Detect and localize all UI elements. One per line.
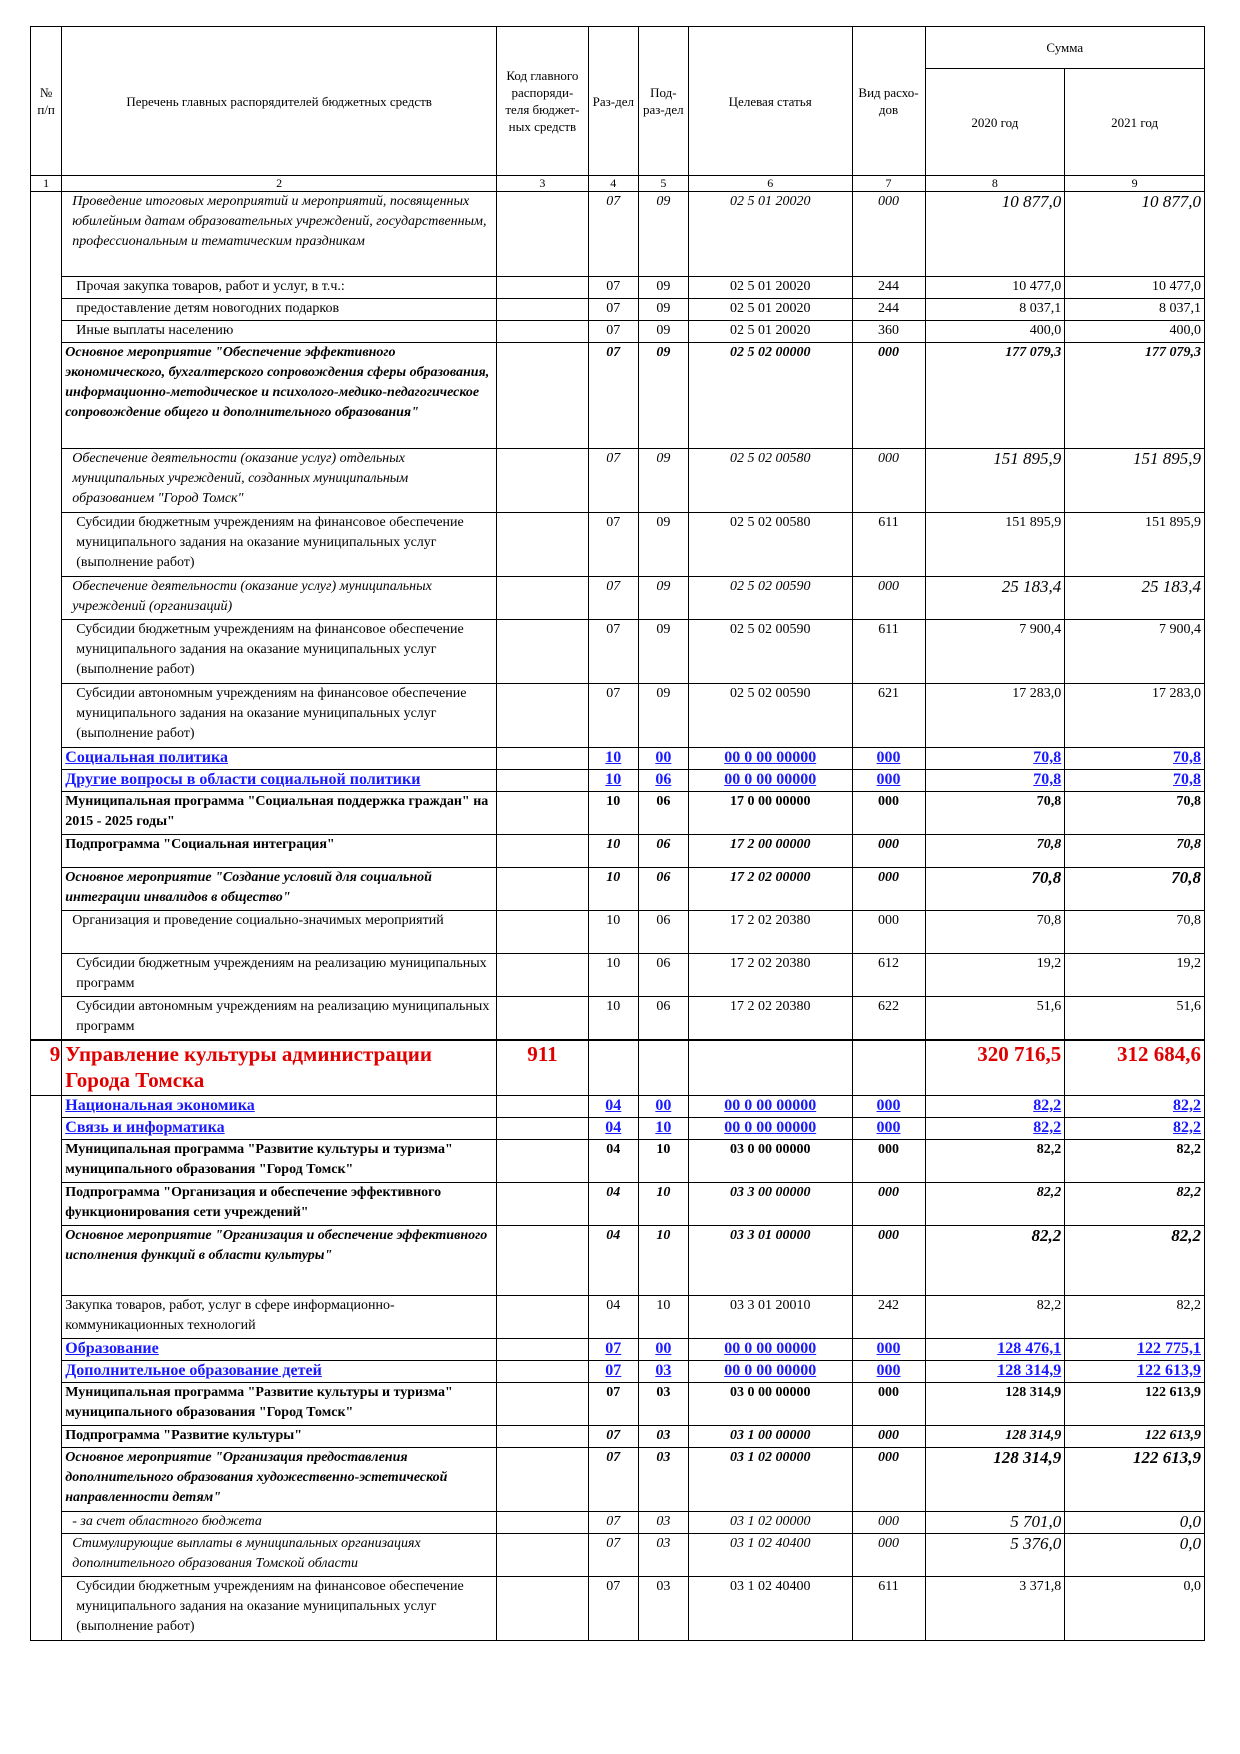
header-col-no: № п/п bbox=[31, 27, 62, 176]
row-target: 00 0 00 00000 bbox=[688, 770, 852, 792]
row-vid: 244 bbox=[852, 299, 925, 321]
row-sum-2020: 128 314,9 bbox=[925, 1448, 1065, 1512]
row-podrazdel: 03 bbox=[638, 1361, 688, 1383]
row-vid: 621 bbox=[852, 684, 925, 748]
table-row bbox=[31, 1426, 1205, 1448]
row-sum-2021: 151 895,9 bbox=[1065, 449, 1205, 513]
row-razdel: 10 bbox=[588, 954, 638, 997]
row-vid: 000 bbox=[852, 1226, 925, 1296]
header-col-list: Перечень главных распорядителей бюджетных средств bbox=[62, 27, 497, 176]
table-row bbox=[31, 513, 1205, 577]
row-target: 00 0 00 00000 bbox=[688, 748, 852, 770]
row-target: 00 0 00 00000 bbox=[688, 1096, 852, 1118]
row-sum-2020: 128 314,9 bbox=[925, 1361, 1065, 1383]
row-target: 17 2 02 20380 bbox=[688, 911, 852, 954]
row-name: Субсидии бюджетным учреждениям на финансовое обеспечение муниципального задания на оказание муниципальных услуг (выполнение работ) bbox=[62, 513, 497, 577]
row-sum-2020: 151 895,9 bbox=[925, 449, 1065, 513]
row-vid: 611 bbox=[852, 1577, 925, 1641]
row-vid: 242 bbox=[852, 1296, 925, 1339]
table-row bbox=[31, 684, 1205, 748]
table-row bbox=[31, 997, 1205, 1040]
row-vid: 000 bbox=[852, 1448, 925, 1512]
column-number: 2 bbox=[62, 176, 497, 192]
row-sum-2021: 0,0 bbox=[1065, 1577, 1205, 1641]
table-row bbox=[31, 1383, 1205, 1426]
row-razdel: 10 bbox=[588, 997, 638, 1040]
row-sum-2021: 400,0 bbox=[1065, 321, 1205, 343]
table-row bbox=[31, 1448, 1205, 1512]
row-sum-2021: 70,8 bbox=[1065, 770, 1205, 792]
row-podrazdel: 06 bbox=[638, 868, 688, 911]
row-name: - за счет областного бюджета bbox=[62, 1512, 497, 1534]
row-sum-2021: 10 877,0 bbox=[1065, 192, 1205, 277]
header-col-code: Код главного распоряди-теля бюджет-ных средств bbox=[497, 27, 589, 176]
row-name: Подпрограмма "Развитие культуры" bbox=[62, 1426, 497, 1448]
row-sum-2021: 82,2 bbox=[1065, 1183, 1205, 1226]
row-target: 02 5 02 00580 bbox=[688, 513, 852, 577]
row-vid: 000 bbox=[852, 192, 925, 277]
row-razdel: 04 bbox=[588, 1183, 638, 1226]
row-vid: 000 bbox=[852, 868, 925, 911]
row-razdel: 10 bbox=[588, 792, 638, 835]
row-sum-2020: 19,2 bbox=[925, 954, 1065, 997]
row-name: Закупка товаров, работ, услуг в сфере информационно-коммуникационных технологий bbox=[62, 1296, 497, 1339]
row-target: 03 1 02 00000 bbox=[688, 1512, 852, 1534]
row-target: 03 3 01 20010 bbox=[688, 1296, 852, 1339]
row-sum-2020: 3 371,8 bbox=[925, 1577, 1065, 1641]
table-row bbox=[31, 792, 1205, 835]
row-vid: 612 bbox=[852, 954, 925, 997]
table-row bbox=[31, 1512, 1205, 1534]
row-sum-2020: 17 283,0 bbox=[925, 684, 1065, 748]
row-sum-2021: 82,2 bbox=[1065, 1140, 1205, 1183]
table-row bbox=[31, 1339, 1205, 1361]
row-podrazdel: 09 bbox=[638, 577, 688, 620]
row-razdel: 04 bbox=[588, 1096, 638, 1118]
row-podrazdel: 09 bbox=[638, 684, 688, 748]
row-sum-2021: 82,2 bbox=[1065, 1096, 1205, 1118]
row-sum-2021: 312 684,6 bbox=[1065, 1040, 1205, 1096]
row-name: предоставление детям новогодних подарков bbox=[62, 299, 497, 321]
row-podrazdel: 00 bbox=[638, 1339, 688, 1361]
row-vid: 000 bbox=[852, 1118, 925, 1140]
row-sum-2021: 51,6 bbox=[1065, 997, 1205, 1040]
row-sum-2021: 70,8 bbox=[1065, 792, 1205, 835]
row-vid: 000 bbox=[852, 1383, 925, 1426]
row-sum-2021: 82,2 bbox=[1065, 1118, 1205, 1140]
table-row bbox=[31, 321, 1205, 343]
table-row bbox=[31, 620, 1205, 684]
row-sum-2020: 400,0 bbox=[925, 321, 1065, 343]
column-number: 7 bbox=[852, 176, 925, 192]
row-razdel: 07 bbox=[588, 192, 638, 277]
row-name: Другие вопросы в области социальной политики bbox=[62, 770, 497, 792]
row-target: 02 5 01 20020 bbox=[688, 321, 852, 343]
row-vid: 000 bbox=[852, 1183, 925, 1226]
row-name: Проведение итоговых мероприятий и мероприятий, посвященных юбилейным датам образовательных учреждений, государственным, профессиональным и тематическим праздникам bbox=[62, 192, 497, 277]
row-podrazdel: 06 bbox=[638, 997, 688, 1040]
row-sum-2021: 122 613,9 bbox=[1065, 1426, 1205, 1448]
row-sum-2020: 177 079,3 bbox=[925, 343, 1065, 449]
row-vid: 611 bbox=[852, 620, 925, 684]
row-sum-2020: 128 314,9 bbox=[925, 1383, 1065, 1426]
row-razdel: 07 bbox=[588, 1339, 638, 1361]
row-sum-2020: 5 701,0 bbox=[925, 1512, 1065, 1534]
row-sum-2021: 177 079,3 bbox=[1065, 343, 1205, 449]
row-code: 911 bbox=[497, 1040, 589, 1096]
row-sum-2021: 0,0 bbox=[1065, 1534, 1205, 1577]
header-col-vid: Вид расхо-дов bbox=[852, 27, 925, 176]
row-name: Обеспечение деятельности (оказание услуг) муниципальных учреждений (организаций) bbox=[62, 577, 497, 620]
row-vid: 244 bbox=[852, 277, 925, 299]
row-razdel: 07 bbox=[588, 620, 638, 684]
row-target: 03 1 02 40400 bbox=[688, 1577, 852, 1641]
row-name: Образование bbox=[62, 1339, 497, 1361]
row-sum-2020: 25 183,4 bbox=[925, 577, 1065, 620]
row-razdel: 04 bbox=[588, 1118, 638, 1140]
row-sum-2020: 5 376,0 bbox=[925, 1534, 1065, 1577]
row-target: 02 5 01 20020 bbox=[688, 192, 852, 277]
header-row bbox=[31, 27, 1205, 69]
table-row bbox=[31, 343, 1205, 449]
header-col-2020: 2020 год bbox=[925, 69, 1065, 176]
row-target: 03 3 01 00000 bbox=[688, 1226, 852, 1296]
row-razdel: 07 bbox=[588, 684, 638, 748]
row-podrazdel: 00 bbox=[638, 1096, 688, 1118]
row-target: 02 5 02 00000 bbox=[688, 343, 852, 449]
row-name: Основное мероприятие "Организация предоставления дополнительного образования художественно-эстетической направленности детям" bbox=[62, 1448, 497, 1512]
row-target: 03 0 00 00000 bbox=[688, 1140, 852, 1183]
row-name: Дополнительное образование детей bbox=[62, 1361, 497, 1383]
row-target: 17 2 00 00000 bbox=[688, 835, 852, 868]
table-row bbox=[31, 1226, 1205, 1296]
row-sum-2020: 51,6 bbox=[925, 997, 1065, 1040]
row-vid: 000 bbox=[852, 1140, 925, 1183]
row-razdel: 10 bbox=[588, 748, 638, 770]
table-row bbox=[31, 1140, 1205, 1183]
row-podrazdel: 09 bbox=[638, 192, 688, 277]
table-row bbox=[31, 954, 1205, 997]
row-podrazdel: 03 bbox=[638, 1577, 688, 1641]
row-sum-2020: 70,8 bbox=[925, 770, 1065, 792]
row-podrazdel: 09 bbox=[638, 513, 688, 577]
row-razdel: 07 bbox=[588, 1512, 638, 1534]
row-name: Основное мероприятие "Создание условий для социальной интеграции инвалидов в общество" bbox=[62, 868, 497, 911]
row-sum-2020: 8 037,1 bbox=[925, 299, 1065, 321]
row-sum-2020: 70,8 bbox=[925, 835, 1065, 868]
row-name: Стимулирующие выплаты в муниципальных организациях дополнительного образования Томской области bbox=[62, 1534, 497, 1577]
row-sum-2021: 7 900,4 bbox=[1065, 620, 1205, 684]
column-number: 3 bbox=[497, 176, 589, 192]
row-vid: 000 bbox=[852, 1339, 925, 1361]
row-razdel: 07 bbox=[588, 1577, 638, 1641]
row-razdel: 07 bbox=[588, 277, 638, 299]
column-number: 6 bbox=[688, 176, 852, 192]
row-name: Подпрограмма "Социальная интеграция" bbox=[62, 835, 497, 868]
row-sum-2020: 70,8 bbox=[925, 792, 1065, 835]
row-target: 02 5 02 00590 bbox=[688, 684, 852, 748]
row-vid: 000 bbox=[852, 748, 925, 770]
row-sum-2021: 122 775,1 bbox=[1065, 1339, 1205, 1361]
row-razdel: 07 bbox=[588, 321, 638, 343]
row-razdel: 04 bbox=[588, 1226, 638, 1296]
row-podrazdel: 03 bbox=[638, 1448, 688, 1512]
row-razdel: 07 bbox=[588, 1448, 638, 1512]
row-name: Основное мероприятие "Обеспечение эффективного экономического, бухгалтерского сопровождения сферы образования, информационно-методическое и психолого-медико-педагогическое сопровождение общего и дополнительного образования" bbox=[62, 343, 497, 449]
row-razdel: 07 bbox=[588, 1361, 638, 1383]
row-podrazdel: 09 bbox=[638, 449, 688, 513]
row-podrazdel: 03 bbox=[638, 1512, 688, 1534]
row-razdel: 07 bbox=[588, 1534, 638, 1577]
table-row bbox=[31, 1577, 1205, 1641]
row-podrazdel: 06 bbox=[638, 911, 688, 954]
row-podrazdel: 03 bbox=[638, 1383, 688, 1426]
row-name: Субсидии бюджетным учреждениям на реализацию муниципальных программ bbox=[62, 954, 497, 997]
table-row bbox=[31, 1096, 1205, 1118]
row-razdel: 10 bbox=[588, 770, 638, 792]
row-podrazdel: 10 bbox=[638, 1140, 688, 1183]
row-sum-2021: 0,0 bbox=[1065, 1512, 1205, 1534]
table-row bbox=[31, 1296, 1205, 1339]
row-vid: 000 bbox=[852, 343, 925, 449]
row-target: 17 0 00 00000 bbox=[688, 792, 852, 835]
header-col-razdel: Раз-дел bbox=[588, 27, 638, 176]
column-number: 1 bbox=[31, 176, 62, 192]
row-name: Иные выплаты населению bbox=[62, 321, 497, 343]
row-name: Муниципальная программа "Развитие культуры и туризма" муниципального образования "Город Томск" bbox=[62, 1383, 497, 1426]
row-vid: 000 bbox=[852, 1512, 925, 1534]
row-name: Муниципальная программа "Развитие культуры и туризма" муниципального образования "Город Томск" bbox=[62, 1140, 497, 1183]
row-podrazdel: 06 bbox=[638, 792, 688, 835]
row-target: 02 5 02 00580 bbox=[688, 449, 852, 513]
row-name: Обеспечение деятельности (оказание услуг) отдельных муниципальных учреждений, созданных муниципальным образованием "Город Томск" bbox=[62, 449, 497, 513]
table-row bbox=[31, 192, 1205, 277]
row-sum-2020: 320 716,5 bbox=[925, 1040, 1065, 1096]
header-col-sum: Сумма bbox=[925, 27, 1205, 69]
row-number: 9 bbox=[31, 1040, 62, 1096]
row-target: 17 2 02 00000 bbox=[688, 868, 852, 911]
row-name: Субсидии бюджетным учреждениям на финансовое обеспечение муниципального задания на оказание муниципальных услуг (выполнение работ) bbox=[62, 620, 497, 684]
row-podrazdel: 06 bbox=[638, 954, 688, 997]
row-vid: 000 bbox=[852, 835, 925, 868]
row-podrazdel: 00 bbox=[638, 748, 688, 770]
row-name: Прочая закупка товаров, работ и услуг, в т.ч.: bbox=[62, 277, 497, 299]
row-sum-2020: 7 900,4 bbox=[925, 620, 1065, 684]
row-vid: 622 bbox=[852, 997, 925, 1040]
column-number: 4 bbox=[588, 176, 638, 192]
table-row bbox=[31, 868, 1205, 911]
row-vid: 000 bbox=[852, 1426, 925, 1448]
row-sum-2021: 8 037,1 bbox=[1065, 299, 1205, 321]
budget-table bbox=[30, 26, 1205, 1641]
row-vid: 000 bbox=[852, 577, 925, 620]
row-podrazdel: 10 bbox=[638, 1296, 688, 1339]
row-sum-2021: 70,8 bbox=[1065, 911, 1205, 954]
row-razdel: 04 bbox=[588, 1296, 638, 1339]
row-target: 03 0 00 00000 bbox=[688, 1383, 852, 1426]
row-vid: 000 bbox=[852, 1361, 925, 1383]
row-target: 00 0 00 00000 bbox=[688, 1118, 852, 1140]
row-sum-2020: 151 895,9 bbox=[925, 513, 1065, 577]
row-sum-2021: 25 183,4 bbox=[1065, 577, 1205, 620]
row-vid: 000 bbox=[852, 792, 925, 835]
row-name: Организация и проведение социально-значимых мероприятий bbox=[62, 911, 497, 954]
table-row bbox=[31, 577, 1205, 620]
row-target: 03 1 02 00000 bbox=[688, 1448, 852, 1512]
row-target: 00 0 00 00000 bbox=[688, 1361, 852, 1383]
row-name: Основное мероприятие "Организация и обеспечение эффективного исполнения функций в области культуры" bbox=[62, 1226, 497, 1296]
row-podrazdel: 03 bbox=[638, 1534, 688, 1577]
row-razdel: 07 bbox=[588, 577, 638, 620]
row-podrazdel: 06 bbox=[638, 770, 688, 792]
row-podrazdel: 09 bbox=[638, 343, 688, 449]
column-number: 5 bbox=[638, 176, 688, 192]
header-col-2021: 2021 год bbox=[1065, 69, 1205, 176]
row-name: Социальная политика bbox=[62, 748, 497, 770]
table-row bbox=[31, 299, 1205, 321]
row-target: 03 1 02 40400 bbox=[688, 1534, 852, 1577]
row-vid: 000 bbox=[852, 1096, 925, 1118]
row-sum-2021: 70,8 bbox=[1065, 868, 1205, 911]
row-sum-2021: 122 613,9 bbox=[1065, 1383, 1205, 1426]
row-name: Управление культуры администрации Города Томска bbox=[62, 1040, 497, 1096]
row-vid: 000 bbox=[852, 770, 925, 792]
row-target: 03 3 00 00000 bbox=[688, 1183, 852, 1226]
row-target: 02 5 02 00590 bbox=[688, 620, 852, 684]
row-sum-2020: 82,2 bbox=[925, 1183, 1065, 1226]
row-sum-2020: 82,2 bbox=[925, 1226, 1065, 1296]
row-podrazdel: 09 bbox=[638, 277, 688, 299]
row-podrazdel: 10 bbox=[638, 1183, 688, 1226]
row-sum-2020: 128 314,9 bbox=[925, 1426, 1065, 1448]
row-target: 17 2 02 20380 bbox=[688, 954, 852, 997]
row-sum-2020: 70,8 bbox=[925, 748, 1065, 770]
table-row bbox=[31, 770, 1205, 792]
row-razdel: 07 bbox=[588, 449, 638, 513]
table-row bbox=[31, 1361, 1205, 1383]
row-podrazdel: 09 bbox=[638, 299, 688, 321]
row-target: 02 5 02 00590 bbox=[688, 577, 852, 620]
row-podrazdel: 03 bbox=[638, 1426, 688, 1448]
table-row bbox=[31, 1118, 1205, 1140]
row-sum-2021: 151 895,9 bbox=[1065, 513, 1205, 577]
row-sum-2021: 70,8 bbox=[1065, 748, 1205, 770]
row-sum-2021: 122 613,9 bbox=[1065, 1448, 1205, 1512]
row-podrazdel: 06 bbox=[638, 835, 688, 868]
row-sum-2020: 128 476,1 bbox=[925, 1339, 1065, 1361]
row-target: 17 2 02 20380 bbox=[688, 997, 852, 1040]
row-name: Национальная экономика bbox=[62, 1096, 497, 1118]
row-podrazdel: 09 bbox=[638, 321, 688, 343]
row-vid: 000 bbox=[852, 911, 925, 954]
row-target: 00 0 00 00000 bbox=[688, 1339, 852, 1361]
row-razdel: 10 bbox=[588, 868, 638, 911]
table-row bbox=[31, 1183, 1205, 1226]
row-sum-2020: 82,2 bbox=[925, 1096, 1065, 1118]
section-row bbox=[31, 1040, 1205, 1096]
row-name: Субсидии автономным учреждениям на финансовое обеспечение муниципального задания на оказание муниципальных услуг (выполнение работ) bbox=[62, 684, 497, 748]
table-row bbox=[31, 748, 1205, 770]
row-sum-2021: 70,8 bbox=[1065, 835, 1205, 868]
row-razdel: 07 bbox=[588, 299, 638, 321]
row-sum-2021: 122 613,9 bbox=[1065, 1361, 1205, 1383]
row-sum-2020: 82,2 bbox=[925, 1118, 1065, 1140]
row-vid: 611 bbox=[852, 513, 925, 577]
row-razdel: 07 bbox=[588, 343, 638, 449]
row-name: Субсидии автономным учреждениям на реализацию муниципальных программ bbox=[62, 997, 497, 1040]
row-sum-2020: 70,8 bbox=[925, 911, 1065, 954]
row-podrazdel: 10 bbox=[638, 1226, 688, 1296]
row-sum-2021: 10 477,0 bbox=[1065, 277, 1205, 299]
row-name: Подпрограмма "Организация и обеспечение эффективного функционирования сети учреждений" bbox=[62, 1183, 497, 1226]
table-row bbox=[31, 911, 1205, 954]
row-vid: 360 bbox=[852, 321, 925, 343]
row-name: Связь и информатика bbox=[62, 1118, 497, 1140]
row-sum-2021: 82,2 bbox=[1065, 1226, 1205, 1296]
table-row bbox=[31, 835, 1205, 868]
column-number: 8 bbox=[925, 176, 1065, 192]
row-podrazdel: 09 bbox=[638, 620, 688, 684]
row-razdel: 07 bbox=[588, 1426, 638, 1448]
header-col-target: Целевая статья bbox=[688, 27, 852, 176]
row-razdel: 04 bbox=[588, 1140, 638, 1183]
row-name: Муниципальная программа "Социальная поддержка граждан" на 2015 - 2025 годы" bbox=[62, 792, 497, 835]
row-razdel: 07 bbox=[588, 513, 638, 577]
row-sum-2020: 82,2 bbox=[925, 1140, 1065, 1183]
row-sum-2020: 82,2 bbox=[925, 1296, 1065, 1339]
column-number: 9 bbox=[1065, 176, 1205, 192]
row-target: 02 5 01 20020 bbox=[688, 277, 852, 299]
row-target: 02 5 01 20020 bbox=[688, 299, 852, 321]
row-razdel: 10 bbox=[588, 911, 638, 954]
row-sum-2020: 10 477,0 bbox=[925, 277, 1065, 299]
row-vid: 000 bbox=[852, 1534, 925, 1577]
row-target: 03 1 00 00000 bbox=[688, 1426, 852, 1448]
row-vid: 000 bbox=[852, 449, 925, 513]
table-row bbox=[31, 1534, 1205, 1577]
row-sum-2021: 19,2 bbox=[1065, 954, 1205, 997]
row-sum-2021: 82,2 bbox=[1065, 1296, 1205, 1339]
row-sum-2021: 17 283,0 bbox=[1065, 684, 1205, 748]
row-razdel: 10 bbox=[588, 835, 638, 868]
row-razdel: 07 bbox=[588, 1383, 638, 1426]
header-col-podrazdel: Под-раз-дел bbox=[638, 27, 688, 176]
row-sum-2020: 10 877,0 bbox=[925, 192, 1065, 277]
row-sum-2020: 70,8 bbox=[925, 868, 1065, 911]
table-row bbox=[31, 277, 1205, 299]
row-name: Субсидии бюджетным учреждениям на финансовое обеспечение муниципального задания на оказание муниципальных услуг (выполнение работ) bbox=[62, 1577, 497, 1641]
column-numbers-row bbox=[31, 176, 1205, 192]
row-podrazdel: 10 bbox=[638, 1118, 688, 1140]
table-row bbox=[31, 449, 1205, 513]
